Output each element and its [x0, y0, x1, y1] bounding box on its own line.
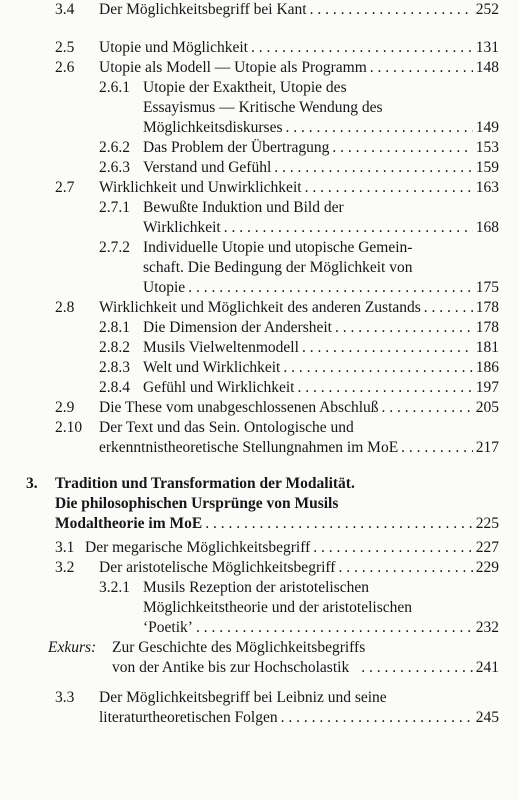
toc-line	[143, 358, 499, 378]
section-number: 2.7	[55, 179, 75, 196]
toc-line	[143, 278, 499, 298]
leader-dots	[283, 358, 472, 378]
chapter-title-line: Die philosophischen Ursprünge von Musils	[55, 495, 339, 512]
page-ref: 205	[475, 399, 499, 416]
section-number: 3.2	[55, 559, 75, 576]
toc-line	[143, 138, 499, 158]
page-ref: 232	[475, 619, 499, 636]
page-ref: 217	[475, 439, 499, 456]
leader-dots	[251, 38, 473, 58]
section-number: 2.8	[55, 299, 75, 316]
section-title-line: Musils Rezeption der aristotelischen	[143, 579, 369, 596]
section-title-line: Zur Geschichte des Möglichkeitsbegriffs	[112, 639, 366, 656]
page-ref: 178	[475, 299, 499, 316]
leader-dots	[370, 58, 473, 78]
page-ref: 153	[475, 139, 499, 156]
toc-line	[55, 514, 499, 534]
leader-dots	[361, 658, 473, 678]
section-title-line: literaturtheoretischen Folgen	[99, 709, 278, 726]
section-number: 2.7.1	[99, 199, 130, 216]
section-title: Utopie und Möglichkeit	[99, 39, 248, 56]
section-title: Das Problem der Übertragung	[143, 139, 330, 156]
chapter-number: 3.	[26, 475, 38, 492]
section-title-line: Individuelle Utopie und utopische Gemein-	[143, 239, 413, 256]
page-ref: 175	[475, 279, 499, 296]
excursus-label: Exkurs:	[48, 639, 97, 656]
section-title: Wirklichkeit und Möglichkeit des anderen Zustands	[99, 299, 421, 316]
section-title: Die Dimension der Andersheit	[143, 319, 332, 336]
toc-line	[143, 618, 499, 638]
page-ref: 159	[475, 159, 499, 176]
toc-line	[99, 58, 499, 78]
section-title-line: Möglichkeitstheorie und der aristotelischen	[143, 599, 413, 616]
section-title: Welt und Wirklichkeit	[143, 359, 281, 376]
section-title: Der Möglichkeitsbegriff bei Kant	[99, 1, 307, 18]
section-title-line: Wirklichkeit	[143, 219, 221, 236]
leader-dots	[382, 398, 473, 418]
section-number: 2.7.2	[99, 239, 130, 256]
section-title-line: Der Möglichkeitsbegriff bei Leibniz und seine	[99, 689, 387, 706]
leader-dots	[224, 218, 473, 238]
toc-line	[99, 558, 499, 578]
section-number: 3.1	[55, 539, 75, 556]
section-number: 2.9	[55, 399, 75, 416]
section-number: 3.3	[55, 689, 75, 706]
section-title: Gefühl und Wirklichkeit	[143, 379, 295, 396]
section-title-line: Bewußte Induktion und Bild der	[143, 199, 344, 216]
section-title-line: erkenntnistheoretische Stellungnahmen im MoE	[99, 439, 399, 456]
toc-line	[99, 438, 499, 458]
section-title-line: Essayismus — Kritische Wendung des	[143, 99, 383, 116]
page-ref: 186	[475, 359, 499, 376]
toc-line	[143, 118, 499, 138]
toc-line	[99, 178, 499, 198]
page-ref: 163	[475, 179, 499, 196]
page-ref: 229	[475, 559, 499, 576]
chapter-title-line: Modaltheorie im MoE	[55, 515, 203, 532]
section-title: Wirklichkeit und Unwirklichkeit	[99, 179, 302, 196]
toc-line	[99, 398, 499, 418]
leader-dots	[188, 278, 473, 298]
section-title-line: Utopie	[143, 279, 186, 296]
page-ref: 252	[475, 1, 499, 18]
section-number: 2.8.1	[99, 319, 130, 336]
section-number: 3.4	[55, 1, 75, 18]
leader-dots	[297, 378, 472, 398]
page-ref: 241	[475, 659, 499, 676]
page-ref: 168	[475, 219, 499, 236]
section-number: 2.8.3	[99, 359, 130, 376]
section-number: 2.6.1	[99, 79, 130, 96]
leader-dots	[310, 0, 473, 20]
toc-line	[99, 0, 499, 20]
toc-line	[99, 38, 499, 58]
page-ref: 149	[475, 119, 499, 136]
section-title: Utopie als Modell — Utopie als Programm	[99, 59, 367, 76]
toc-line	[99, 298, 499, 318]
page-ref: 148	[475, 59, 499, 76]
leader-dots	[281, 708, 473, 728]
section-title: Die These vom unabgeschlossenen Abschluß	[99, 399, 379, 416]
page-ref: 197	[475, 379, 499, 396]
leader-dots	[401, 438, 473, 458]
section-number: 2.6.2	[99, 139, 130, 156]
toc-line	[143, 378, 499, 398]
page-ref: 178	[475, 319, 499, 336]
section-number: 2.10	[55, 419, 83, 436]
section-title-line: Der Text und das Sein. Ontologische und	[99, 419, 354, 436]
section-title-line: schaft. Die Bedingung der Möglichkeit von	[143, 259, 413, 276]
leader-dots	[302, 338, 473, 358]
section-title-line: von der Antike bis zur Hochscholastik	[112, 659, 350, 676]
leader-dots	[313, 538, 473, 558]
section-title: Musils Vielweltenmodell	[143, 339, 299, 356]
section-title-line: ‘Poetik’	[143, 619, 193, 636]
leader-dots	[305, 178, 473, 198]
page-ref: 227	[475, 539, 499, 556]
section-number: 2.8.4	[99, 379, 130, 396]
section-number: 2.6.3	[99, 159, 130, 176]
toc-line	[85, 538, 499, 558]
leader-dots	[274, 158, 472, 178]
toc-line	[143, 218, 499, 238]
toc-line	[99, 708, 499, 728]
leader-dots	[205, 514, 473, 534]
leader-dots	[286, 118, 473, 138]
leader-dots	[196, 618, 473, 638]
section-number: 2.6	[55, 59, 75, 76]
page-ref: 225	[475, 515, 499, 532]
section-number: 3.2.1	[99, 579, 130, 596]
section-title-line: Utopie der Exaktheit, Utopie des	[143, 79, 347, 96]
section-title: Der megarische Möglichkeitsbegriff	[85, 539, 311, 556]
toc-line	[112, 658, 499, 678]
page-ref: 131	[475, 39, 499, 56]
page-ref: 181	[475, 339, 499, 356]
page-ref: 245	[475, 709, 499, 726]
toc-line	[143, 158, 499, 178]
leader-dots	[335, 318, 473, 338]
leader-dots	[332, 138, 472, 158]
section-title: Verstand und Gefühl	[143, 159, 272, 176]
section-number: 2.5	[55, 39, 75, 56]
leader-dots	[424, 298, 473, 318]
toc-line	[143, 318, 499, 338]
chapter-title-line: Tradition und Transformation der Modalität.	[55, 475, 355, 492]
toc-line	[143, 338, 499, 358]
section-title: Der aristotelische Möglichkeitsbegriff	[99, 559, 336, 576]
section-title-line: Möglichkeitsdiskurses	[143, 119, 283, 136]
leader-dots	[338, 558, 472, 578]
section-number: 2.8.2	[99, 339, 130, 356]
